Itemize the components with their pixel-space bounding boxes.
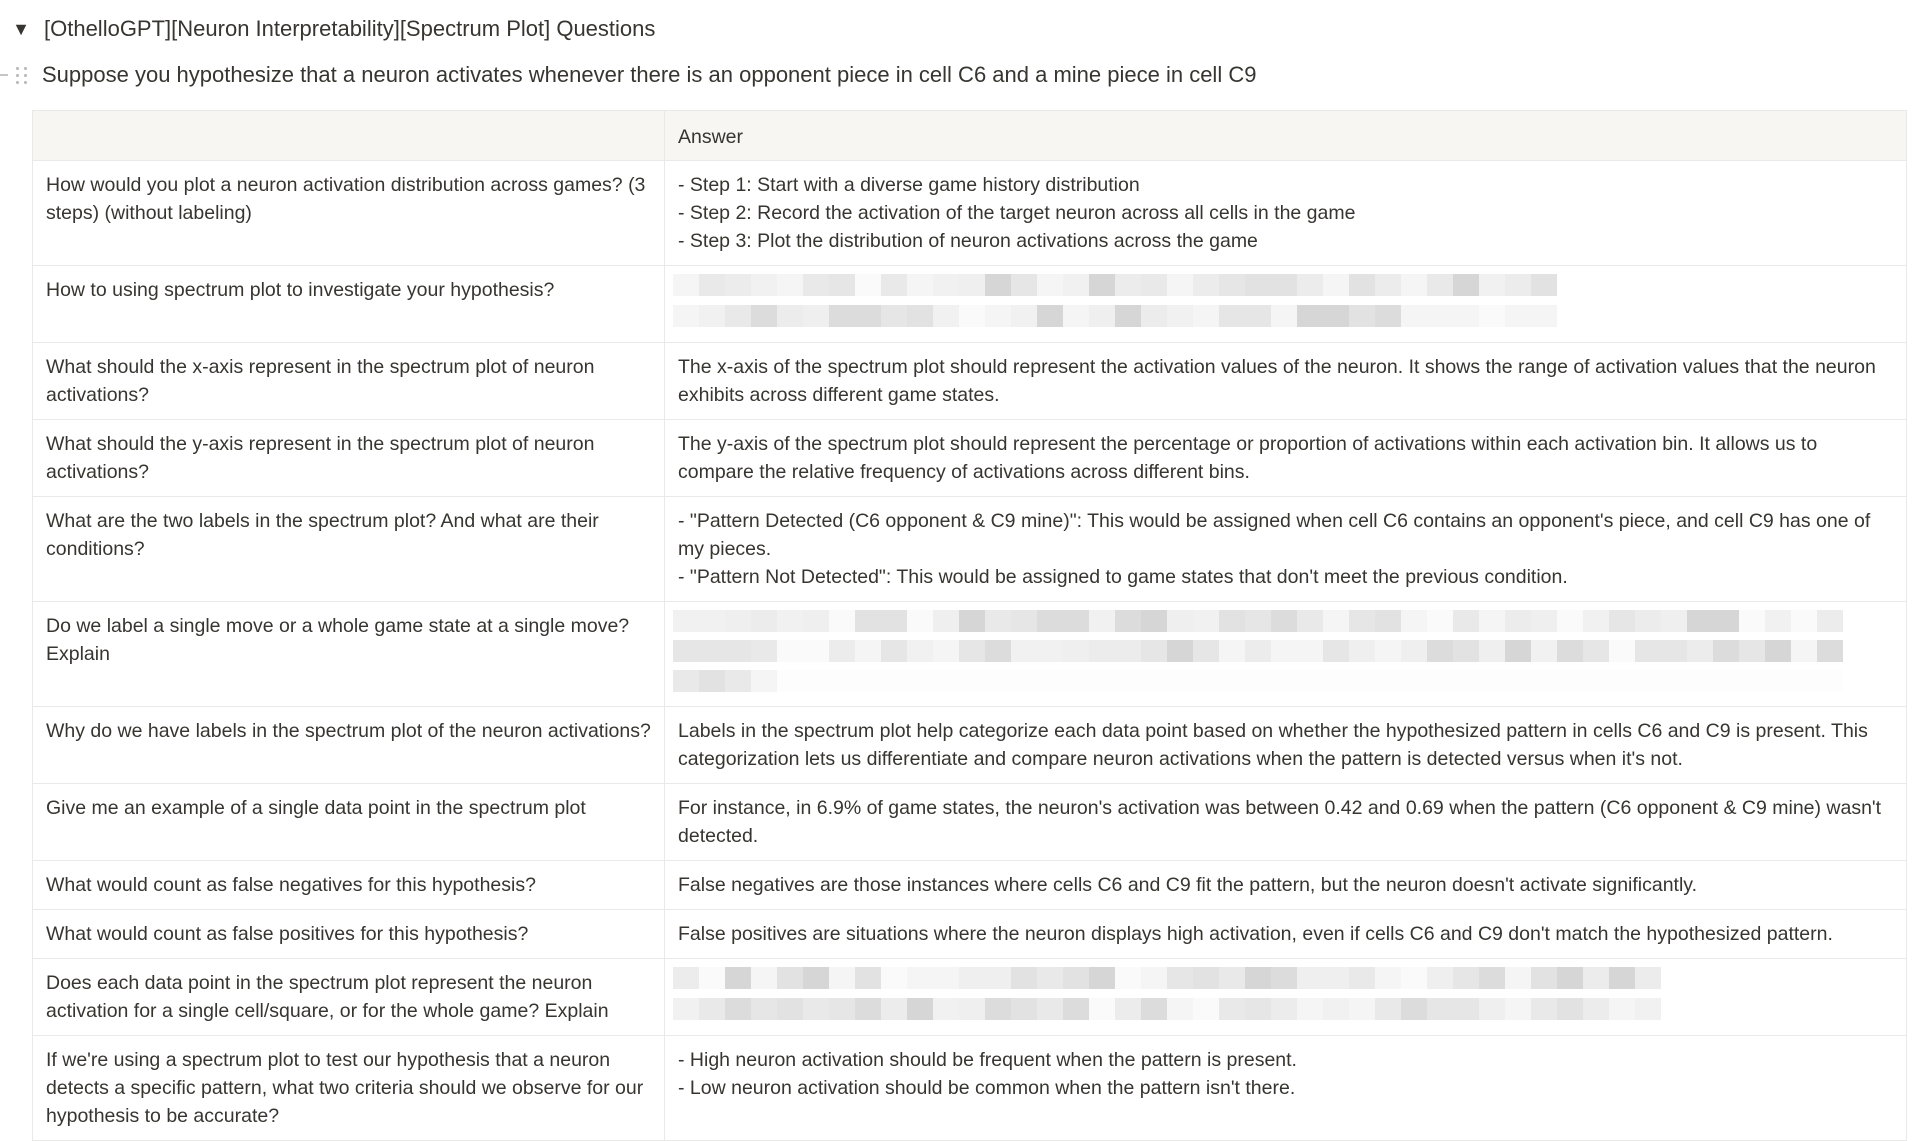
answer-cell[interactable]: False negatives are those instances where cells C6 and C9 fit the pattern, but the neuron doesn't activate significantly.: [665, 861, 1907, 910]
question-cell[interactable]: What would count as false positives for this hypothesis?: [33, 910, 665, 959]
block-indent-line: [0, 74, 8, 76]
qa-table-container: [32, 110, 1906, 1141]
question-cell[interactable]: Give me an example of a single data point in the spectrum plot: [33, 784, 665, 861]
table-row: [33, 707, 1907, 784]
table-row: [33, 497, 1907, 602]
answer-cell[interactable]: - "Pattern Detected (C6 opponent & C9 mine)": This would be assigned when cell C6 contains an opponent's piece, and cell C9 has one of my pieces. - "Pattern Not Detected": This would be assigned to game states that don't meet the previous condition.: [665, 497, 1907, 602]
question-cell[interactable]: What are the two labels in the spectrum plot? And what are their conditions?: [33, 497, 665, 602]
answer-cell[interactable]: - High neuron activation should be frequent when the pattern is present. - Low neuron activation should be common when the pattern isn't there.: [665, 1036, 1907, 1141]
table-row: [33, 959, 1907, 1036]
table-header-answer[interactable]: Answer: [665, 111, 1907, 161]
text-block: [0, 60, 1256, 90]
table-row: [33, 1036, 1907, 1141]
hypothesis-text: Suppose you hypothesize that a neuron activates whenever there is an opponent piece in cell C6 and a mine piece in cell C9: [42, 62, 1257, 87]
answer-cell[interactable]: False positives are situations where the neuron displays high activation, even if cells C6 and C9 don't match the hypothesized pattern.: [665, 910, 1907, 959]
toggle-title: [OthelloGPT][Neuron Interpretability][Spectrum Plot] Questions: [44, 16, 656, 41]
table-header-question[interactable]: [33, 111, 665, 161]
table-row: [33, 266, 1907, 343]
answer-cell-redacted[interactable]: [665, 602, 1907, 707]
table-row: [33, 420, 1907, 497]
table-row: [33, 343, 1907, 420]
pixelated-redaction: [673, 967, 1661, 1029]
answer-cell-redacted[interactable]: [665, 959, 1907, 1036]
table-row: [33, 602, 1907, 707]
question-cell[interactable]: Do we label a single move or a whole game state at a single move? Explain: [33, 602, 665, 707]
qa-table: [32, 110, 1907, 1141]
answer-cell[interactable]: Labels in the spectrum plot help categorize each data point based on whether the hypothesized pattern in cells C6 and C9 is present. This categorization lets us differentiate and compare neuron activations when the pattern is detected versus when it's not.: [665, 707, 1907, 784]
table-row: [33, 784, 1907, 861]
drag-handle-icon[interactable]: [16, 67, 28, 84]
question-cell[interactable]: How to using spectrum plot to investigate your hypothesis?: [33, 266, 665, 343]
table-header-row: [33, 111, 1907, 161]
question-cell[interactable]: How would you plot a neuron activation distribution across games? (3 steps) (without labeling): [33, 161, 665, 266]
answer-cell[interactable]: For instance, in 6.9% of game states, the neuron's activation was between 0.42 and 0.69 when the pattern (C6 opponent & C9 mine) wasn't detected.: [665, 784, 1907, 861]
table-row: [33, 861, 1907, 910]
question-cell[interactable]: If we're using a spectrum plot to test our hypothesis that a neuron detects a specific pattern, what two criteria should we observe for our hypothesis to be accurate?: [33, 1036, 665, 1141]
table-row: [33, 161, 1907, 266]
question-cell[interactable]: Why do we have labels in the spectrum plot of the neuron activations?: [33, 707, 665, 784]
answer-cell[interactable]: - Step 1: Start with a diverse game history distribution - Step 2: Record the activation of the target neuron across all cells in the game - Step 3: Plot the distribution of neuron activations across the game: [665, 161, 1907, 266]
answer-cell[interactable]: The y-axis of the spectrum plot should represent the percentage or proportion of activations within each activation bin. It allows us to compare the relative frequency of activations across different bins.: [665, 420, 1907, 497]
question-cell[interactable]: What should the x-axis represent in the spectrum plot of neuron activations?: [33, 343, 665, 420]
toggle-triangle-down-icon[interactable]: ▼: [12, 19, 30, 39]
pixelated-redaction: [673, 610, 1843, 700]
table-row: [33, 910, 1907, 959]
toggle-block[interactable]: [12, 14, 655, 44]
answer-cell[interactable]: The x-axis of the spectrum plot should represent the activation values of the neuron. It shows the range of activation values that the neuron exhibits across different game states.: [665, 343, 1907, 420]
question-cell[interactable]: Does each data point in the spectrum plot represent the neuron activation for a single cell/square, or for the whole game? Explain: [33, 959, 665, 1036]
pixelated-redaction: [673, 274, 1557, 336]
question-cell[interactable]: What would count as false negatives for this hypothesis?: [33, 861, 665, 910]
question-cell[interactable]: What should the y-axis represent in the spectrum plot of neuron activations?: [33, 420, 665, 497]
answer-cell-redacted[interactable]: [665, 266, 1907, 343]
